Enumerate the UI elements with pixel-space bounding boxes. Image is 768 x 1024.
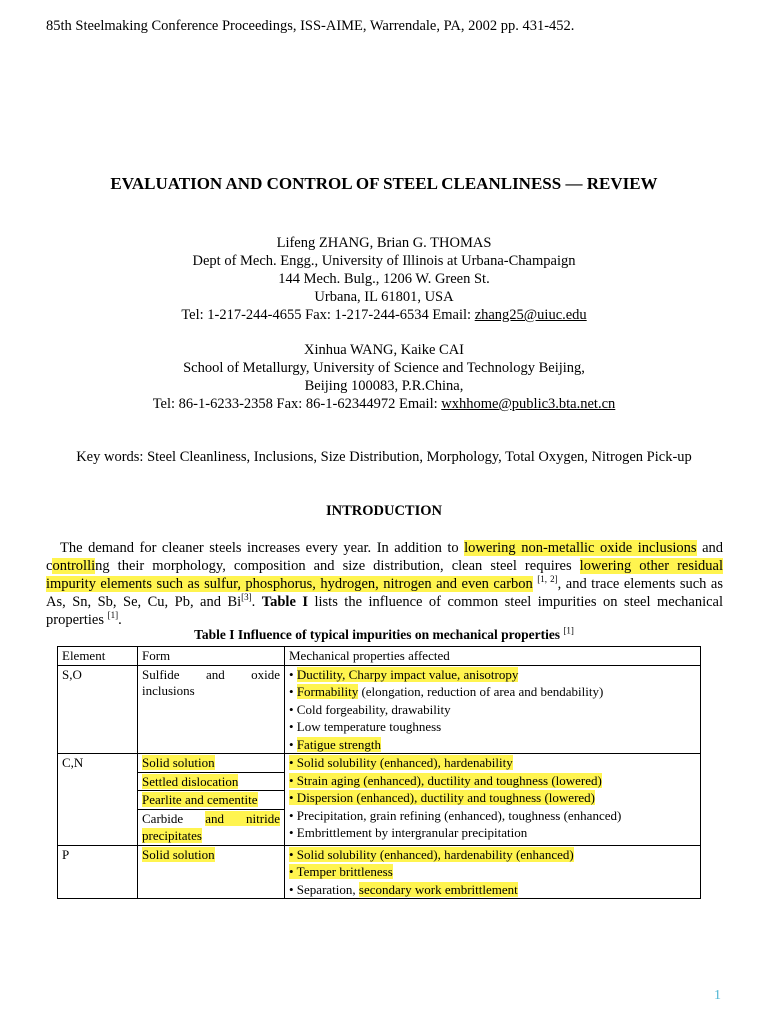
property-item: • Solid solubility (enhanced), hardenability [289, 755, 513, 770]
element-cell: C,N [58, 754, 138, 846]
email-link[interactable]: zhang25@uiuc.edu [474, 307, 587, 323]
contact-line: Tel: 86-1-6233-2358 Fax: 86-1-62344972 Email: wxhhome@public3.bta.net.cn [152, 396, 616, 412]
properties-cell [285, 665, 701, 754]
citation: [3] [241, 592, 252, 603]
author-names: Lifeng ZHANG, Brian G. THOMAS [276, 235, 492, 251]
property-item: • Solid solubility (enhanced), hardenability (enhanced) [289, 846, 574, 862]
affiliation-line: Dept of Mech. Engg., University of Illinois at Urbana-Champaign [192, 253, 576, 269]
highlight: lowering other residual impurity elements such as sulfur, phosphorus, hydrogen, nitrogen and even carbon [46, 558, 723, 592]
element-cell: S,O [58, 665, 138, 754]
table-header-row [58, 647, 701, 666]
property-item: • Precipitation, grain refining (enhanced), toughness (enhanced) [289, 807, 622, 823]
intro-paragraph: The demand for cleaner steels increases every year. In addition to lowering non-metallic oxide inclusions and controlling their morphology, composition and size distribution, clean steel requires lowering other residual impurity elements such as sulfur, phosphorus, hydrogen, nitrogen and even carbon [1, 2], and trace elements such as As, Sn, Sb, Se, Cu, Pb, and Bi[3]. Table I lists the influence of common steel impurities on steel mechanical properties [1]. [46, 540, 724, 628]
property-item: • Fatigue strength [289, 736, 381, 752]
property-item: • Formability (elongation, reduction of area and bendability) [289, 684, 604, 699]
paper-title: EVALUATION AND CONTROL OF STEEL CLEANLINESS — REVIEW [110, 174, 658, 193]
element-cell: P [58, 845, 138, 899]
table-caption: Table I Influence of typical impurities on mechanical properties [1] [194, 625, 574, 642]
section-heading: INTRODUCTION [325, 503, 442, 519]
highlight: lowering non-metallic oxide inclusions [464, 540, 697, 556]
header-cell: Form [138, 647, 285, 666]
affiliation-line: School of Metallurgy, University of Science and Technology Beijing, [183, 360, 585, 376]
properties-cell [285, 754, 701, 846]
header-cell: Mechanical properties affected [285, 647, 701, 666]
properties-cell [285, 845, 701, 899]
form-cell: Sulfide and oxide inclusions [138, 665, 285, 754]
author-block-1 [0, 234, 768, 324]
affiliation-line: 144 Mech. Bulg., 1206 W. Green St. [278, 271, 490, 287]
header-cell: Element [58, 647, 138, 666]
contact-line: Tel: 1-217-244-4655 Fax: 1-217-244-6534 Email: zhang25@uiuc.edu [181, 307, 587, 323]
affiliation-line: Beijing 100083, P.R.China, [304, 378, 464, 394]
table-row [58, 665, 701, 754]
highlight: ontrolli [52, 558, 96, 574]
citation: [1, 2] [537, 574, 558, 585]
property-item: • Dispersion (enhanced), ductility and toughness (lowered) [289, 790, 595, 805]
table-reference: Table I [261, 594, 308, 610]
keywords: Key words: Steel Cleanliness, Inclusions, Size Distribution, Morphology, Total Oxygen, Nitrogen Pick-up [76, 449, 692, 465]
form-cell: Solid solution [138, 845, 285, 899]
author-names: Xinhua WANG, Kaike CAI [303, 342, 464, 358]
email-link[interactable]: wxhhome@public3.bta.net.cn [441, 396, 616, 412]
citation: [1] [107, 610, 119, 621]
property-item: • Cold forgeability, drawability [289, 701, 451, 717]
table-row [58, 845, 701, 899]
property-item: • Separation, secondary work embrittlement [289, 881, 518, 897]
conference-header: 85th Steelmaking Conference Proceedings, ISS-AIME, Warrendale, PA, 2002 pp. 431-452. [46, 18, 575, 34]
page-number: 1 [714, 988, 721, 1003]
affiliation-line: Urbana, IL 61801, USA [314, 289, 454, 305]
property-item: • Low temperature toughness [289, 719, 442, 734]
property-item: • Temper brittleness [289, 864, 393, 879]
author-block-2 [0, 341, 768, 413]
property-item: • Embrittlement by intergranular precipitation [289, 825, 528, 840]
impurities-table [57, 646, 701, 899]
property-item: • Ductility, Charpy impact value, anisotropy [289, 666, 519, 682]
table-row [58, 754, 701, 846]
form-cell: Solid solution Settled dislocation Pearlite and cementite Carbide and nitride precipitates [138, 754, 285, 846]
property-item: • Strain aging (enhanced), ductility and toughness (lowered) [289, 772, 602, 788]
